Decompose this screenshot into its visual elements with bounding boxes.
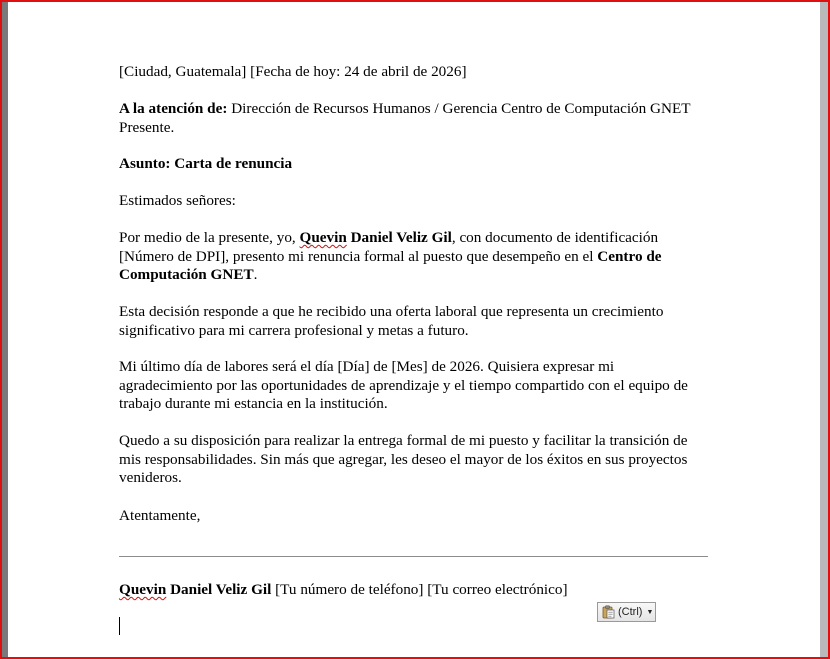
attention-text: Dirección de Recursos Humanos / Gerencia Centro de Computación GNET Presente.	[119, 100, 691, 136]
body1-middle: , con documento de identificación [Número de DPI], presento mi renuncia formal al puesto que desempeño en el	[119, 229, 659, 265]
greeting-line: Estimados señores:	[119, 192, 236, 209]
sender-name	[300, 229, 452, 246]
text-cursor	[119, 617, 120, 635]
signature-divider	[119, 556, 708, 557]
attention-paragraph	[119, 100, 709, 137]
date-line: [Ciudad, Guatemala] [Fecha de hoy: 24 de abril de 2026]	[119, 63, 467, 80]
body-paragraph-2: Esta decisión responde a que he recibido una oferta laboral que representa un crecimiento significativo para mi carrera profesional y metas a futuro.	[119, 303, 664, 339]
spellcheck-flagged-word[interactable]: Quevin	[299, 229, 347, 246]
body-paragraph-3: Mi último día de labores será el día [Día] de [Mes] de 2026. Quisiera expresar mi agradecimiento por las oportunidades de aprendizaje y el tiempo compartido con el equipo de trabajo durante mi estancia en la institución.	[119, 358, 688, 412]
signature-contact: [Tu número de teléfono] [Tu correo electrónico]	[271, 581, 568, 598]
sender-name-rest: Daniel Veliz Gil	[346, 229, 452, 246]
body-paragraph-4: Quedo a su disposición para realizar la entrega formal de mi puesto y facilitar la transición de mis responsabilidades. Sin más que agregar, les deseo el mayor de los éxitos en sus proyectos venideros.	[119, 432, 688, 486]
signature-name	[119, 581, 271, 598]
closing-line: Atentamente,	[119, 507, 201, 524]
organization-name: Centro de Computación GNET	[119, 247, 662, 283]
paste-options-button[interactable]	[597, 602, 656, 622]
attention-label: A la atención de:	[119, 100, 228, 117]
body1-end: .	[253, 266, 258, 283]
vertical-scrollbar[interactable]	[820, 2, 828, 657]
body1-intro: Por medio de la presente, yo,	[119, 229, 300, 246]
subject-text: Asunto: Carta de renuncia	[119, 155, 293, 172]
chevron-down-icon: ▼	[646, 608, 654, 616]
document-page[interactable]	[8, 2, 820, 657]
spellcheck-flagged-word[interactable]: Quevin	[119, 581, 167, 598]
paste-options-label: (Ctrl)	[618, 606, 643, 618]
body-paragraph-1	[119, 229, 709, 285]
signature-block	[119, 581, 739, 600]
signature-name-rest: Daniel Veliz Gil	[166, 581, 272, 598]
clipboard-icon	[602, 605, 615, 619]
subject-line	[119, 155, 709, 174]
